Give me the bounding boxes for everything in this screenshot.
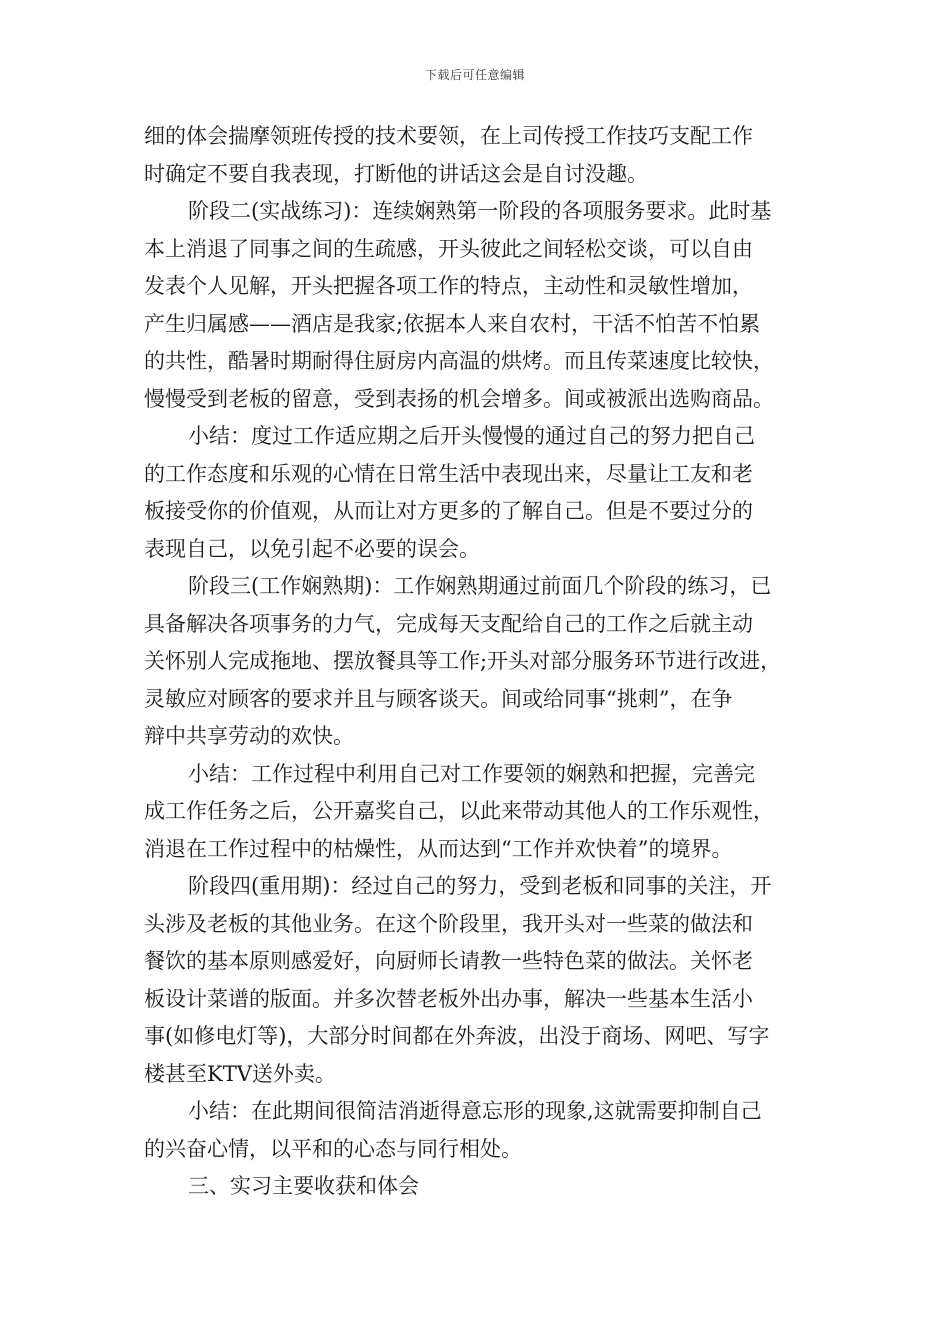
text-line: 小结：度过工作适应期之后开头慢慢的通过自己的努力把自己 (188, 424, 755, 448)
text-line: 辩中共享劳动的欢快。 (144, 724, 354, 748)
text-line: 阶段二(实战练习)：连续娴熟第一阶段的各项服务要求。此时基 (188, 199, 772, 223)
text-line: 楼甚至KTV送外卖。 (144, 1061, 336, 1086)
text-line: 阶段四(重用期)：经过自己的努力，受到老板和同事的关注，开 (188, 874, 772, 898)
text-line: 的共性，酷暑时期耐得住厨房内高温的烘烤。而且传菜速度比较快， (144, 349, 774, 373)
text-line: 本上消退了同事之间的生疏感，开头彼此之间轻松交谈，可以自由 (144, 236, 753, 261)
text-line: 阶段三(工作娴熟期)：工作娴熟期通过前面几个阶段的练习，已 (188, 574, 772, 598)
text-line: 小结：在此期间很简洁消逝得意忘形的现象,这就需要抑制自己 (188, 1099, 762, 1123)
text-line: 发表个人见解，开头把握各项工作的特点，主动性和灵敏性增加， (144, 274, 753, 298)
text-line: 板接受你的价值观，从而让对方更多的了解自己。但是不要过分的 (144, 499, 753, 523)
text-line: 具备解决各项事务的力气，完成每天支配给自己的工作之后就主动 (144, 611, 753, 636)
text-line: 头涉及老板的其他业务。在这个阶段里，我开头对一些菜的做法和 (144, 911, 753, 936)
text-line: 成工作任务之后，公开嘉奖自己，以此来带动其他人的工作乐观性， (144, 799, 774, 823)
page-header: 下载后可任意编辑 (424, 68, 525, 82)
text-line: 产生归属感——酒店是我家;依据本人来自农村，干活不怕苦不怕累 (144, 311, 761, 336)
text-line: 慢慢受到老板的留意，受到表扬的机会增多。间或被派出选购商品。 (144, 386, 774, 411)
text-line: 的工作态度和乐观的心情在日常生活中表现出来，尽量让工友和老 (144, 461, 753, 486)
text-line: 消退在工作过程中的枯燥性，从而达到“工作并欢快着”的境界。 (144, 836, 733, 861)
text-line: 表现自己，以免引起不必要的误会。 (144, 536, 480, 561)
text-line: 事(如修电灯等)，大部分时间都在外奔波，出没于商场、网吧、写字 (144, 1024, 770, 1048)
text-line: 的兴奋心情，以平和的心态与同行相处。 (144, 1136, 522, 1161)
text-line: 小结：工作过程中利用自己对工作要领的娴熟和把握，完善完 (188, 761, 755, 786)
document-body (144, 118, 808, 1206)
text-line: 细的体会揣摩领班传授的技术要领，在上司传授工作技巧支配工作 (144, 124, 753, 148)
text-line: 时确定不要自我表现，打断他的讲话这会是自讨没趣。 (144, 161, 648, 186)
text-line: 三、实习主要收获和体会 (188, 1174, 419, 1198)
text-line: 灵敏应对顾客的要求并且与顾客谈天。间或给同事“挑刺”，在争 (144, 686, 733, 711)
text-line: 板设计菜谱的版面。并多次替老板外出办事，解决一些基本生活小 (144, 986, 753, 1011)
text-line: 关怀别人完成拖地、摆放餐具等工作;开头对部分服务环节进行改进， (144, 649, 782, 673)
text-line: 餐饮的基本原则感爱好，向厨师长请教一些特色菜的做法。关怀老 (144, 949, 753, 973)
